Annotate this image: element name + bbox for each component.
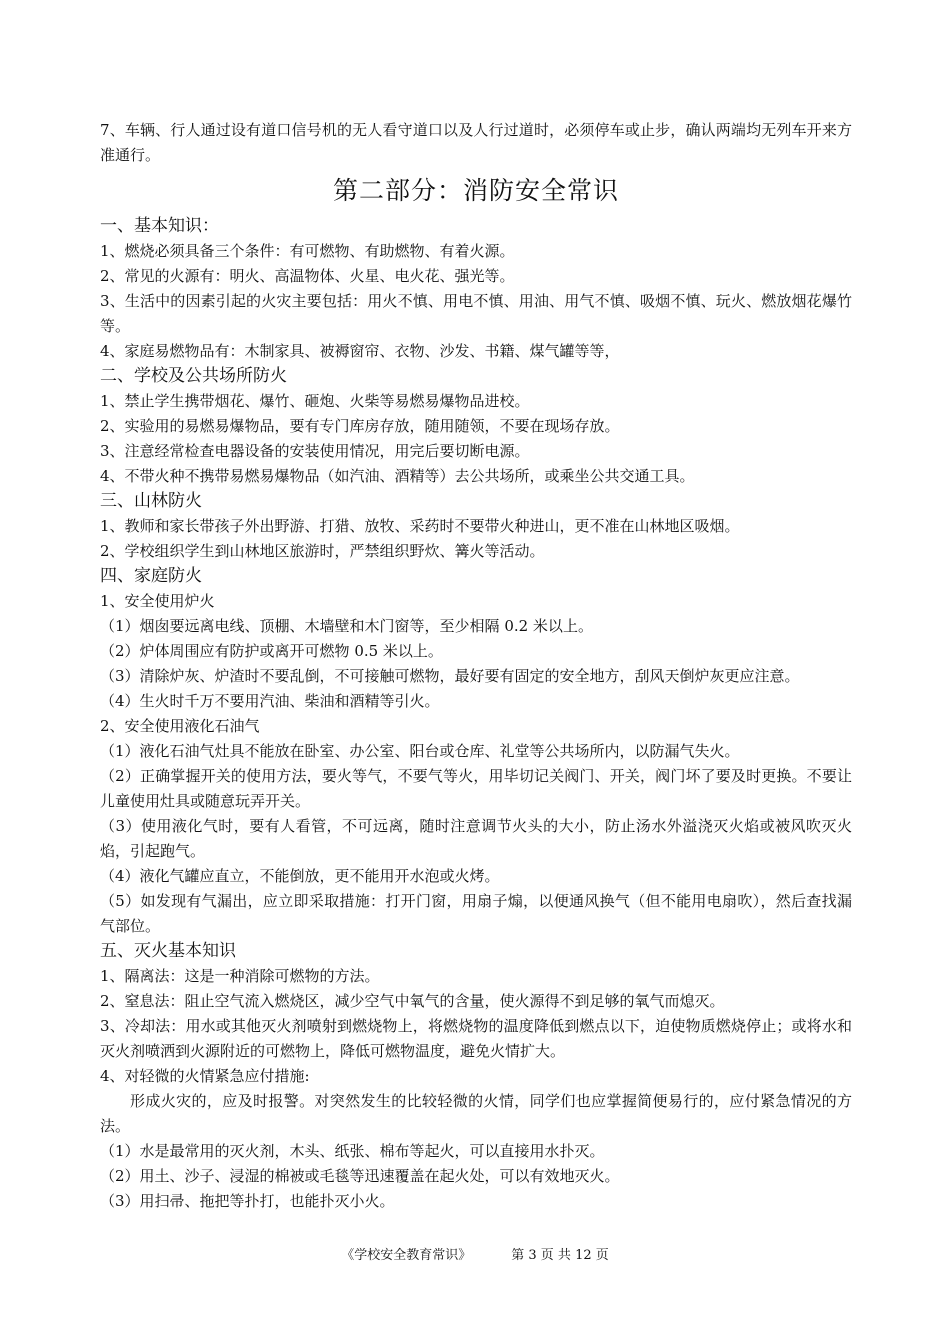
paragraph: （2）用土、沙子、浸湿的棉被或毛毯等迅速覆盖在起火处，可以有效地灭火。 <box>100 1167 620 1185</box>
paragraph: （1）液化石油气灶具不能放在卧室、办公室、阳台或仓库、礼堂等公共场所内，以防漏气失火。 <box>100 742 740 760</box>
paragraph: （2）正确掌握开关的使用方法，要火等气，不要气等火，用毕切记关阀门、开关，阀门坏了要及时更换。不要让儿童使用灶具或随意玩弄开关。 <box>100 767 852 810</box>
paragraph: （3）清除炉灰、炉渣时不要乱倒，不可接触可燃物，最好要有固定的安全地方，刮风天倒炉灰更应注意。 <box>100 667 800 685</box>
footer-page-number: 第 3 页 共 12 页 <box>511 1248 609 1263</box>
paragraph: 7、车辆、行人通过设有道口信号机的无人看守道口以及人行过道时，必须停车或止步，确认两端均无列车开来方准通行。 <box>100 121 852 164</box>
paragraph: 4、不带火种不携带易燃易爆物品（如汽油、酒精等）去公共场所，或乘坐公共交通工具。 <box>100 467 695 485</box>
paragraph: （4）生火时千万不要用汽油、柴油和酒精等引火。 <box>100 692 440 710</box>
paragraph: 2、实验用的易燃易爆物品，要有专门库房存放，随用随领，不要在现场存放。 <box>100 417 620 435</box>
paragraph: 2、窒息法：阻止空气流入燃烧区，减少空气中氧气的含量，使火源得不到足够的氧气而熄灭。 <box>100 992 725 1010</box>
paragraph: 2、常见的火源有：明火、高温物体、火星、电火花、强光等。 <box>100 267 515 285</box>
section-heading: 四、家庭防火 <box>100 566 202 586</box>
section-heading: 三、山林防火 <box>100 491 202 511</box>
page-content <box>100 118 852 1214</box>
paragraph: 4、家庭易燃物品有：木制家具、被褥窗帘、衣物、沙发、书籍、煤气罐等等， <box>100 342 620 360</box>
footer-doc-title: 《学校安全教育常识》 <box>341 1248 472 1263</box>
paragraph: （5）如发现有气漏出，应立即采取措施：打开门窗，用扇子煽，以便通风换气（但不能用电扇吹），然后查找漏气部位。 <box>100 892 852 935</box>
paragraph: （1）烟囱要远离电线、顶棚、木墙壁和木门窗等，至少相隔 0.2 米以上。 <box>100 617 593 635</box>
paragraph: 1、禁止学生携带烟花、爆竹、砸炮、火柴等易燃易爆物品进校。 <box>100 392 530 410</box>
section-heading: 二、学校及公共场所防火 <box>100 366 287 386</box>
paragraph: 3、生活中的因素引起的火灾主要包括：用火不慎、用电不慎、用油、用气不慎、吸烟不慎、玩火、燃放烟花爆竹等。 <box>100 292 852 335</box>
paragraph: 3、冷却法：用水或其他灭火剂喷射到燃烧物上，将燃烧物的温度降低到燃点以下，迫使物质燃烧停止；或将水和灭火剂喷洒到火源附近的可燃物上，降低可燃物温度，避免火情扩大。 <box>100 1017 852 1060</box>
paragraph: 2、安全使用液化石油气 <box>100 717 260 735</box>
paragraph: （2）炉体周围应有防护或离开可燃物 0.5 米以上。 <box>100 642 443 660</box>
paragraph: 3、注意经常检查电器设备的安装使用情况，用完后要切断电源。 <box>100 442 530 460</box>
section-title: 第二部分：消防安全常识 <box>332 176 619 205</box>
paragraph: 2、学校组织学生到山林地区旅游时，严禁组织野炊、篝火等活动。 <box>100 542 545 560</box>
paragraph: 1、安全使用炉火 <box>100 592 215 610</box>
paragraph: 4、对轻微的火情紧急应付措施: <box>100 1067 310 1085</box>
paragraph: 1、教师和家长带孩子外出野游、打猎、放牧、采药时不要带火种进山，更不准在山林地区吸烟。 <box>100 517 740 535</box>
paragraph: （3）使用液化气时，要有人看管，不可远离，随时注意调节火头的大小，防止汤水外溢浇灭火焰或被风吹灭火焰，引起跑气。 <box>100 817 852 860</box>
section-heading: 一、基本知识： <box>100 216 219 236</box>
section-heading: 五、灭火基本知识 <box>100 941 236 961</box>
paragraph: （3）用扫帚、拖把等扑打，也能扑灭小火。 <box>100 1192 395 1210</box>
paragraph: （4）液化气罐应直立，不能倒放，更不能用开水泡或火烤。 <box>100 867 500 885</box>
page-footer <box>0 1247 950 1265</box>
paragraph: （1）水是最常用的灭火剂，木头、纸张、棉布等起火，可以直接用水扑灭。 <box>100 1142 605 1160</box>
paragraph: 1、隔离法：这是一种消除可燃物的方法。 <box>100 967 380 985</box>
paragraph: 1、燃烧必须具备三个条件：有可燃物、有助燃物、有着火源。 <box>100 242 515 260</box>
paragraph: 形成火灾的，应及时报警。对突然发生的比较轻微的火情，同学们也应掌握简便易行的，应付紧急情况的方法。 <box>100 1092 852 1135</box>
